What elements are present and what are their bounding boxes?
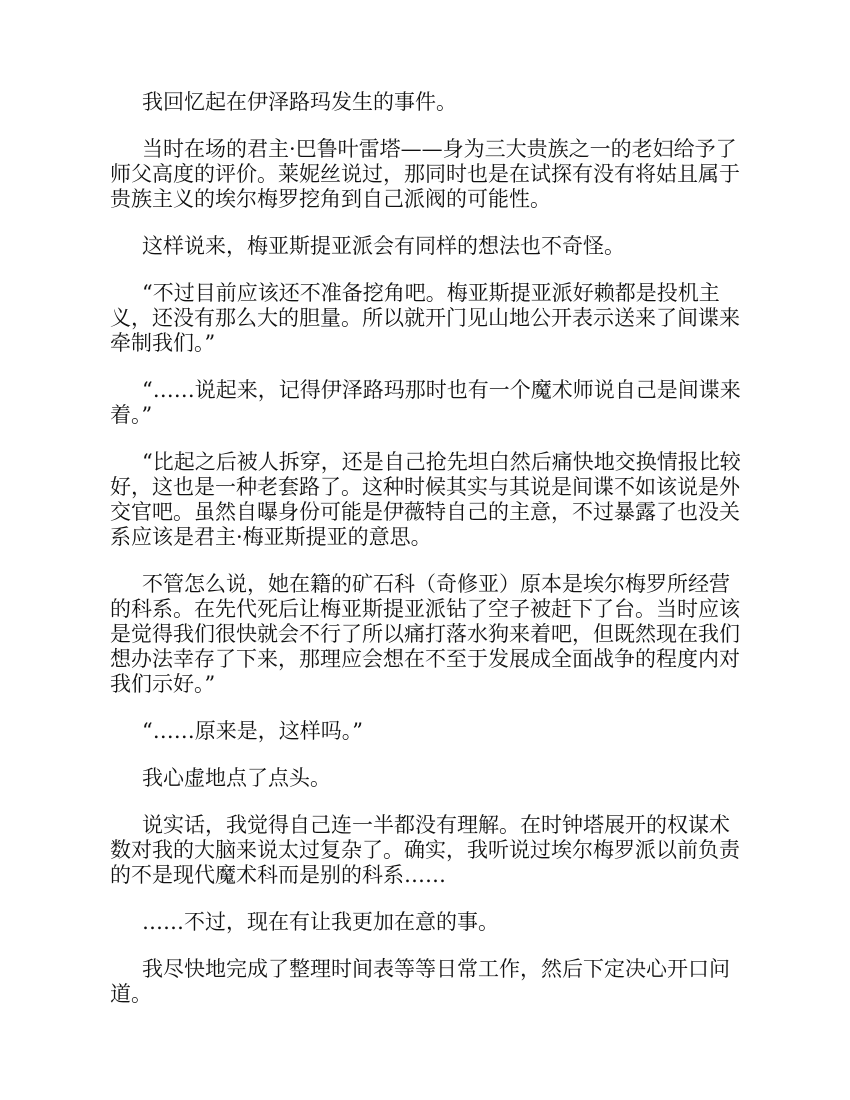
paragraph: 不管怎么说，她在籍的矿石科（奇修亚）原本是埃尔梅罗所经营的科系。在先代死后让梅亚斯提亚派钻了空子被赶下了台。当时应该是觉得我们很快就会不行了所以痛打落水狗来着吧，但既然现在我们想办法幸存了下来，那理应会想在不至于发展成全面战争的程度内对我们示好。” [110,572,740,696]
paragraph: 这样说来，梅亚斯提亚派会有同样的想法也不奇怪。 [142,234,625,258]
paragraph: “……原来是，这样吗。” [142,719,363,743]
paragraph: 我心虚地点了点头。 [142,766,331,790]
paragraph: 说实话，我觉得自己连一半都没有理解。在时钟塔展开的权谋术数对我的大脑来说太过复杂了。确实，我听说过埃尔梅罗派以前负责的不是现代魔术科而是别的科系…… [110,813,740,887]
paragraph: “……说起来，记得伊泽路玛那时也有一个魔术师说自己是间谍来着。” [110,378,741,427]
paragraph: “不过目前应该还不准备挖角吧。梅亚斯提亚派好赖都是投机主义，还没有那么大的胆量。所以就开门见山地公开表示送来了间谍来牵制我们。” [110,281,740,355]
paragraph: “比起之后被人拆穿，还是自己抢先坦白然后痛快地交换情报比较好，这也是一种老套路了。这种时候其实与其说是间谍不如该说是外交官吧。虽然自曝身份可能是伊薇特自己的主意，不过暴露了也没关系应该是君主·梅亚斯提亚的意思。 [110,450,741,549]
paragraph: 我尽快地完成了整理时间表等等日常工作，然后下定决心开口问道。 [110,957,730,1006]
paragraph: 我回忆起在伊泽路玛发生的事件。 [142,90,457,114]
paragraph: ……不过，现在有让我更加在意的事。 [142,910,499,934]
paragraph: 当时在场的君主·巴鲁叶雷塔——身为三大贵族之一的老妇给予了师父高度的评价。莱妮丝说过，那同时也是在试探有没有将姑且属于贵族主义的埃尔梅罗挖角到自己派阀的可能性。 [110,137,740,211]
document-page [110,90,750,1029]
